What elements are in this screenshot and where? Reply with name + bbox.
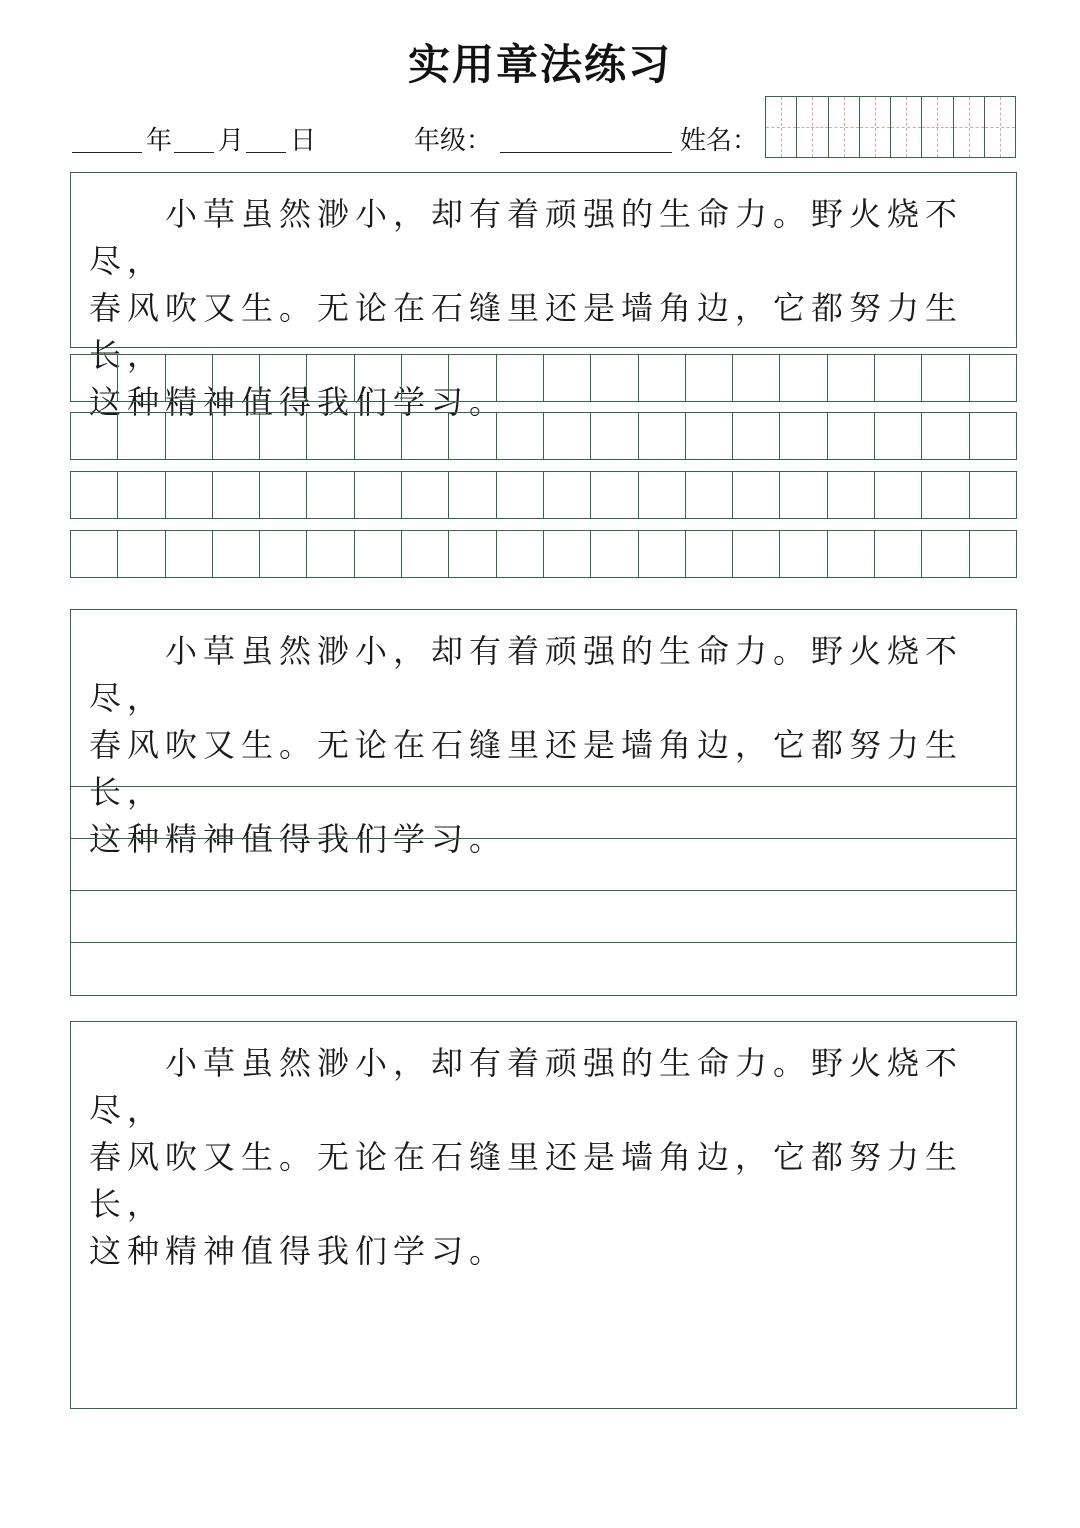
grid-cell[interactable] [970,355,1016,401]
page-title: 实用章法练习 [407,40,672,89]
grid-cell[interactable] [118,531,165,577]
grid-cell[interactable] [828,472,875,518]
name-cell[interactable] [891,97,922,157]
passage-text [71,1022,1016,1275]
grid-cell[interactable] [922,472,969,518]
grid-cell[interactable] [591,413,638,459]
grid-cell[interactable] [402,531,449,577]
passage-line-2: 春风吹又生。无论在石缝里还是墙角边，它都努力生长， [89,289,964,374]
grid-cell[interactable] [686,413,733,459]
passage-line-3: 这种精神值得我们学习。 [89,383,508,421]
grid-cell[interactable] [591,472,638,518]
grid-cell[interactable] [780,531,827,577]
passage-box-2 [70,609,1017,996]
practice-grid-row[interactable] [70,530,1017,578]
name-label: 姓名： [680,126,759,156]
grid-cell[interactable] [780,355,827,401]
grid-cell[interactable] [118,413,165,459]
year-label: 年 [146,126,173,156]
grid-cell[interactable] [449,413,496,459]
name-cell[interactable] [860,97,891,157]
grid-cell[interactable] [639,355,686,401]
month-label: 月 [218,126,245,156]
grid-cell[interactable] [922,413,969,459]
grid-cell[interactable] [497,413,544,459]
grid-cell[interactable] [686,531,733,577]
practice-grid-row[interactable] [70,354,1017,402]
grid-cell[interactable] [260,531,307,577]
grid-cell[interactable] [970,413,1016,459]
grid-cell[interactable] [497,531,544,577]
grid-cell[interactable] [875,413,922,459]
grid-cell[interactable] [639,413,686,459]
grid-cell[interactable] [166,413,213,459]
grid-cell[interactable] [166,472,213,518]
grid-cell[interactable] [544,472,591,518]
grid-cell[interactable] [213,413,260,459]
grid-cell[interactable] [780,413,827,459]
grid-cell[interactable] [970,472,1016,518]
grid-cell[interactable] [449,531,496,577]
passage-line-1: 小草虽然渺小，却有着顽强的生命力。野火烧不尽， [89,195,964,280]
grid-cell[interactable] [544,355,591,401]
name-cell[interactable] [829,97,860,157]
name-cell[interactable] [766,97,797,157]
grade-label: 年级： [414,126,493,156]
grid-cell[interactable] [922,531,969,577]
grid-cell[interactable] [71,413,118,459]
grid-cell[interactable] [733,413,780,459]
practice-grid-row[interactable] [70,412,1017,460]
grid-cell[interactable] [828,413,875,459]
grid-cell[interactable] [733,355,780,401]
grid-cell[interactable] [686,355,733,401]
grade-field[interactable] [500,118,672,153]
grid-cell[interactable] [71,531,118,577]
grid-cell[interactable] [828,531,875,577]
grid-cell[interactable] [970,531,1016,577]
grid-cell[interactable] [875,531,922,577]
grid-cell[interactable] [355,355,402,401]
grid-cell[interactable] [355,413,402,459]
grid-cell[interactable] [733,531,780,577]
passage-line-1: 小草虽然渺小，却有着顽强的生命力。野火烧不尽， [89,1044,964,1129]
grid-cell[interactable] [260,472,307,518]
grid-cell[interactable] [118,472,165,518]
year-field[interactable] [72,118,142,153]
writing-line[interactable] [71,942,1016,943]
grid-cell[interactable] [828,355,875,401]
grid-cell[interactable] [449,472,496,518]
day-field[interactable] [246,118,286,153]
grid-cell[interactable] [307,355,354,401]
grid-cell[interactable] [497,355,544,401]
grid-cell[interactable] [686,472,733,518]
grid-cell[interactable] [402,355,449,401]
grid-cell[interactable] [118,355,165,401]
name-grid[interactable] [765,96,1016,158]
name-cell[interactable] [985,97,1015,157]
name-cell[interactable] [922,97,953,157]
grid-cell[interactable] [875,472,922,518]
name-cell[interactable] [954,97,985,157]
grid-cell[interactable] [922,355,969,401]
passage-box-3[interactable] [70,1021,1017,1409]
grid-cell[interactable] [166,531,213,577]
grid-cell[interactable] [639,531,686,577]
grid-cell[interactable] [71,355,118,401]
grid-cell[interactable] [355,531,402,577]
grid-cell[interactable] [497,472,544,518]
passage-text [71,610,1016,863]
grid-cell[interactable] [875,355,922,401]
passage-line-2: 春风吹又生。无论在石缝里还是墙角边，它都努力生长， [89,726,964,811]
practice-grid-row[interactable] [70,471,1017,519]
grid-cell[interactable] [213,472,260,518]
grid-cell[interactable] [260,413,307,459]
grid-cell[interactable] [402,472,449,518]
grid-cell[interactable] [307,413,354,459]
passage-line-3: 这种精神值得我们学习。 [89,1232,508,1270]
passage-line-2: 春风吹又生。无论在石缝里还是墙角边，它都努力生长， [89,1138,964,1223]
grid-cell[interactable] [71,472,118,518]
grid-cell[interactable] [544,531,591,577]
grid-cell[interactable] [733,472,780,518]
grid-cell[interactable] [213,355,260,401]
day-label: 日 [290,126,317,156]
grid-cell[interactable] [449,355,496,401]
grid-cell[interactable] [402,413,449,459]
writing-line[interactable] [71,838,1016,839]
grid-cell[interactable] [639,472,686,518]
passage-box-1 [70,172,1017,421]
passage-line-3: 这种精神值得我们学习。 [89,820,508,858]
month-field[interactable] [174,118,214,153]
writing-line[interactable] [71,890,1016,891]
grid-cell[interactable] [355,472,402,518]
grid-cell[interactable] [213,531,260,577]
grid-cell[interactable] [260,355,307,401]
name-cell[interactable] [797,97,828,157]
grid-cell[interactable] [307,531,354,577]
grid-cell[interactable] [166,355,213,401]
passage-line-1: 小草虽然渺小，却有着顽强的生命力。野火烧不尽， [89,632,964,717]
writing-line[interactable] [71,786,1016,787]
grid-cell[interactable] [307,472,354,518]
grid-cell[interactable] [780,472,827,518]
grid-cell[interactable] [591,531,638,577]
grid-cell[interactable] [591,355,638,401]
grid-cell[interactable] [544,413,591,459]
